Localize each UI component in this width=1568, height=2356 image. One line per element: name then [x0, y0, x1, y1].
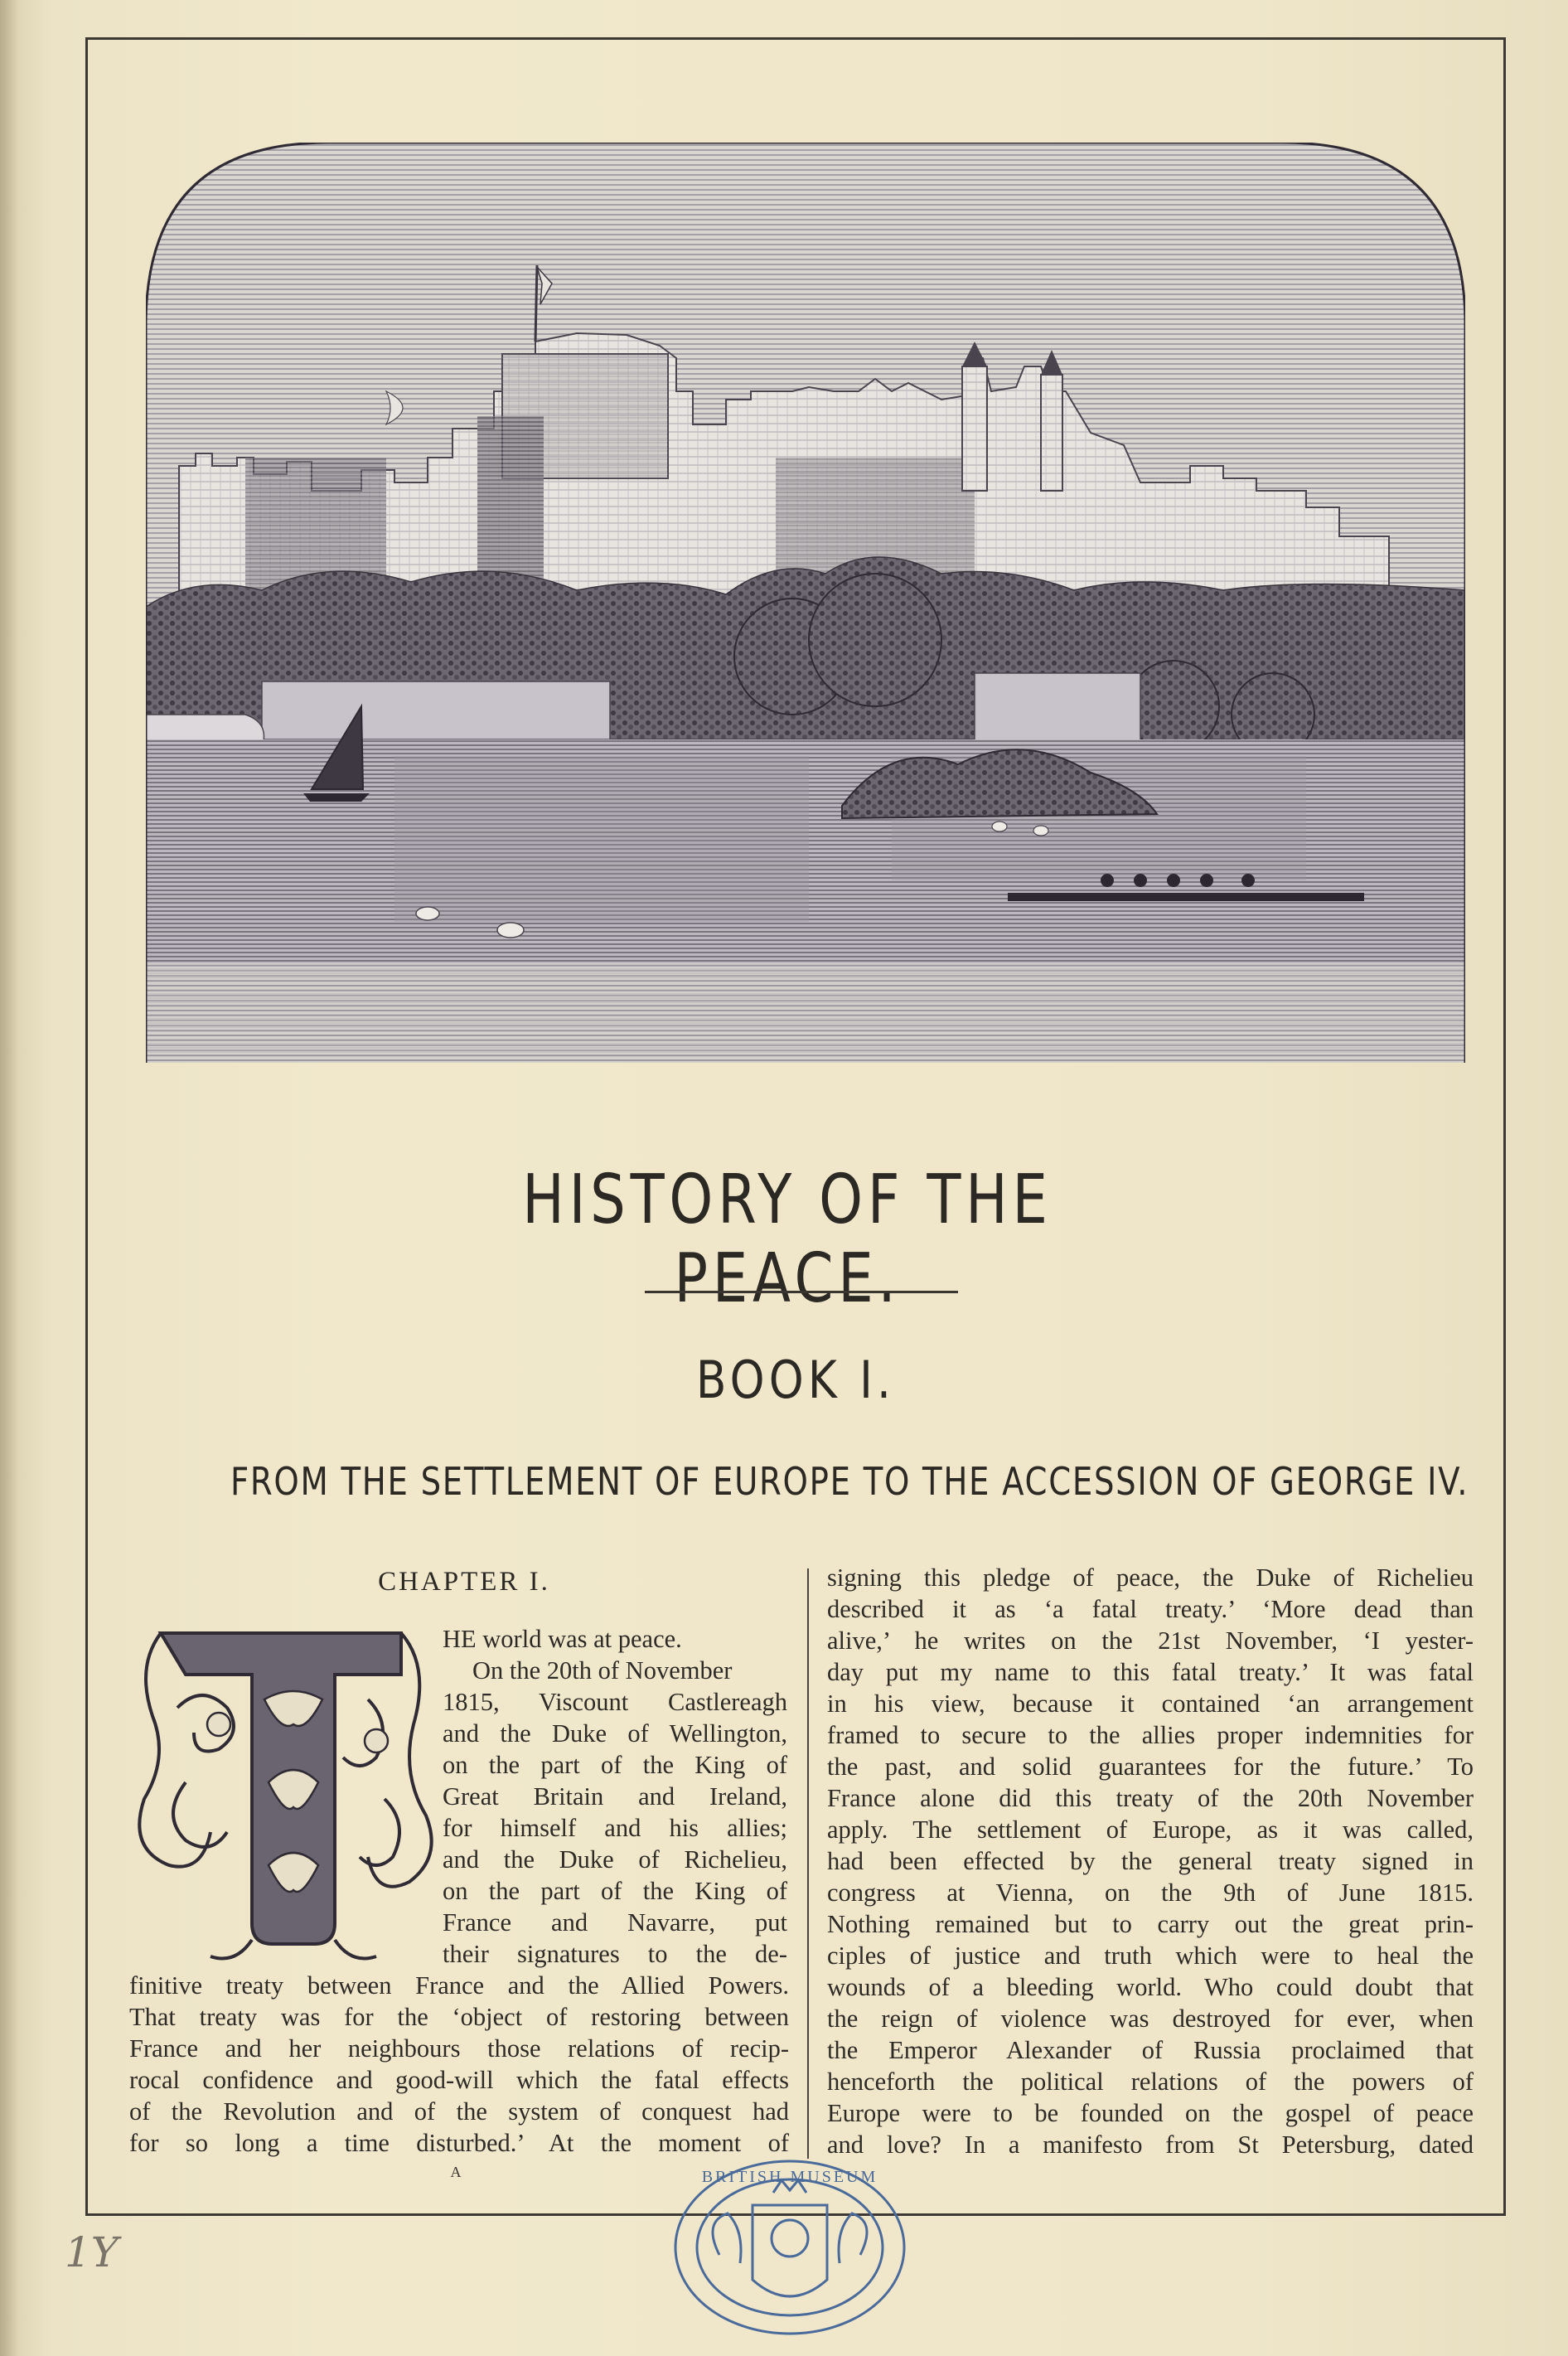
- left-col-line: On the 20th of November: [472, 1656, 733, 1685]
- right-col-line: the Emperor Alexander of Russia proclaimed that: [827, 2036, 1474, 2064]
- right-col-line: described it as ‘a fatal treaty.’ ‘More dead than: [827, 1595, 1474, 1623]
- stamp-label: BRITISH MUSEUM: [701, 2168, 878, 2186]
- right-col-line: in his view, because it contained ‘an arrangement: [827, 1689, 1474, 1718]
- left-col-line: rocal confidence and good-will which the fatal effects: [129, 2066, 789, 2094]
- chapter-heading: CHAPTER I.: [378, 1567, 550, 1597]
- castle-engraving-illustration: [146, 143, 1465, 1063]
- left-col-line: 1815, Viscount Castlereagh: [443, 1688, 787, 1716]
- right-col-line: and love? In a manifesto from St Petersburg, dated: [827, 2131, 1474, 2159]
- right-col-line: the past, and solid guarantees for the future.’ To: [827, 1752, 1474, 1781]
- left-col-line: and the Duke of Richelieu,: [443, 1845, 787, 1874]
- right-col-line: had been effected by the general treaty signed in: [827, 1847, 1474, 1875]
- left-col-line: Great Britain and Ireland,: [443, 1782, 787, 1811]
- right-col-line: congress at Vienna, on the 9th of June 1815.: [827, 1878, 1474, 1907]
- left-col-line: HE world was at peace.: [443, 1625, 682, 1653]
- book-heading: BOOK I.: [695, 1350, 896, 1410]
- right-col-line: apply. The settlement of Europe, as it was called,: [827, 1815, 1474, 1844]
- left-col-line: of the Revolution and of the system of conquest had: [129, 2097, 789, 2126]
- left-col-line: on the part of the King of: [443, 1877, 787, 1905]
- title-divider: [645, 1291, 958, 1293]
- left-col-line: France and her neighbours those relations of recip-: [129, 2034, 789, 2063]
- column-divider: [807, 1568, 809, 2159]
- left-col-line: on the part of the King of: [443, 1751, 787, 1779]
- library-stamp: [670, 2155, 910, 2339]
- right-col-line: alive,’ he writes on the 21st November, ‘I yester-: [827, 1626, 1474, 1655]
- right-col-line: the reign of violence was destroyed for ever, when: [827, 2005, 1474, 2033]
- left-col-line: France and Navarre, put: [443, 1908, 787, 1937]
- right-col-line: ciples of justice and truth which were to heal the: [827, 1942, 1474, 1970]
- book-subtitle: FROM THE SETTLEMENT OF EUROPE TO THE ACCESSION OF GEORGE IV.: [230, 1459, 1469, 1504]
- left-col-line: and the Duke of Wellington,: [443, 1719, 787, 1748]
- right-col-line: signing this pledge of peace, the Duke of Richelieu: [827, 1563, 1474, 1592]
- left-col-line: finitive treaty between France and the Allied Powers.: [129, 1971, 789, 2000]
- left-col-line: their signatures to the de-: [443, 1940, 787, 1968]
- signature-mark: A: [450, 2164, 462, 2180]
- margin-note: 1Y: [65, 2228, 119, 2276]
- left-col-line: That treaty was for the ‘object of restoring between: [129, 2003, 789, 2031]
- page-title: HISTORY OF THE PEACE.: [522, 1161, 1053, 1318]
- right-col-line: France alone did this treaty of the 20th November: [827, 1784, 1474, 1812]
- spine-shadow: [0, 0, 18, 2356]
- left-col-line: for himself and his allies;: [443, 1814, 787, 1842]
- right-col-line: framed to secure to the allies proper indemnities for: [827, 1721, 1474, 1749]
- left-col-line: for so long a time disturbed.’ At the moment of: [129, 2129, 789, 2157]
- right-col-line: Nothing remained but to carry out the great prin-: [827, 1910, 1474, 1938]
- right-col-line: henceforth the political relations of the powers of: [827, 2068, 1474, 2096]
- right-col-line: wounds of a bleeding world. Who could doubt that: [827, 1973, 1474, 2001]
- right-col-line: day put my name to this fatal treaty.’ It was fatal: [827, 1658, 1474, 1686]
- right-col-line: Europe were to be founded on the gospel of peace: [827, 2099, 1474, 2127]
